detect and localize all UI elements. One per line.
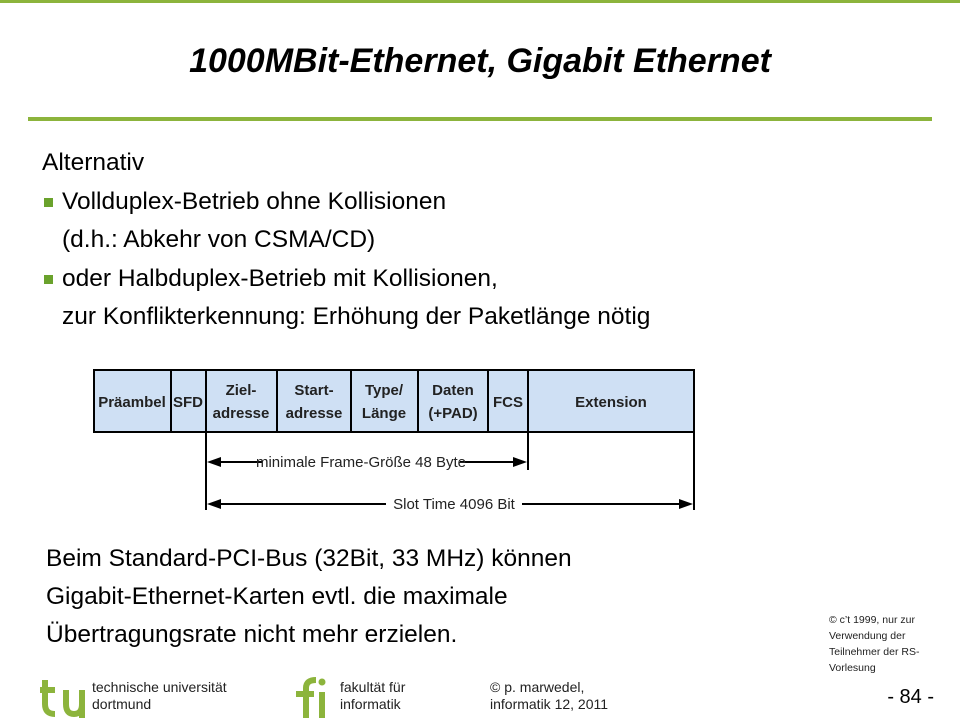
field-daten-1: Daten [432,382,474,399]
slide-title: 1000MBit-Ethernet, Gigabit Ethernet [189,42,771,80]
field-sfd: SFD [173,394,203,411]
copyright-line-2: Verwendung der [829,630,906,642]
page-number: - 84 - [887,686,934,708]
bullet-2-line-2: zur Konflikterkennung: Erhöhung der Paketlänge nötig [62,303,651,330]
field-daten-2: (+PAD) [428,405,478,422]
bullet-2-line-1: oder Halbduplex-Betrieb mit Kollisionen, [62,264,498,292]
bullet-1-line-1: Vollduplex-Betrieb ohne Kollisionen [62,187,447,215]
faculty-line-2: informatik [340,696,401,712]
faculty-name [340,679,405,713]
field-ziel-1: Ziel- [225,382,257,399]
main-text [42,144,650,337]
faculty-line-1: fakultät für [340,679,406,695]
pci-note-line-2: Gigabit-Ethernet-Karten evtl. die maximale [46,583,508,610]
university-line-2: dortmund [92,696,152,712]
field-type-1: Type/ [364,382,404,399]
slot-time-label: Slot Time 4096 Bit [393,496,515,513]
field-type-2: Länge [361,405,407,422]
field-ziel-2: adresse [212,405,270,422]
arrow-head-icon [207,499,221,509]
fakultaet-informatik-logo [290,676,330,720]
top-accent-line [0,0,960,3]
university-line-1: technische universität [92,679,227,695]
pci-note [46,540,572,654]
bullet-item-1 [42,183,650,260]
author-name: p. marwedel, [504,679,585,695]
arrow-head-icon [679,499,693,509]
bullet-1-line-2: (d.h.: Abkehr von CSMA/CD) [62,226,376,253]
author-line-2: informatik 12, 2011 [490,696,609,712]
field-start-2: adresse [285,405,343,422]
copyright-line-4: Vorlesung [829,662,876,674]
field-fcs: FCS [493,394,523,411]
min-frame-size-label: minimale Frame-Größe 48 Byte [255,454,467,471]
field-praeambel: Präambel [98,394,166,411]
copyright-icon: © [490,679,501,695]
tu-dortmund-logo [40,676,88,720]
pci-note-line-3: Übertragungsrate nicht mehr erzielen. [46,621,458,648]
author-line-1 [490,679,608,696]
copyright-line-1: © c’t 1999, nur zur [829,614,915,626]
pci-note-line-1: Beim Standard-PCI-Bus (32Bit, 33 MHz) können [46,545,572,572]
copyright-line-3: Teilnehmer der RS- [829,646,920,658]
title-underline [28,117,932,121]
arrow-head-icon [207,457,221,467]
square-bullet-icon [44,198,53,207]
footer [0,668,960,720]
field-extension: Extension [575,394,647,411]
author-info [490,679,608,713]
copyright-note [829,612,919,676]
arrow-head-icon [513,457,527,467]
intro-text: Alternativ [42,149,145,176]
square-bullet-icon [44,275,53,284]
ethernet-frame-diagram [90,366,702,516]
field-start-1: Start- [294,382,334,399]
bullet-item-2 [42,260,650,337]
university-name [92,679,227,713]
